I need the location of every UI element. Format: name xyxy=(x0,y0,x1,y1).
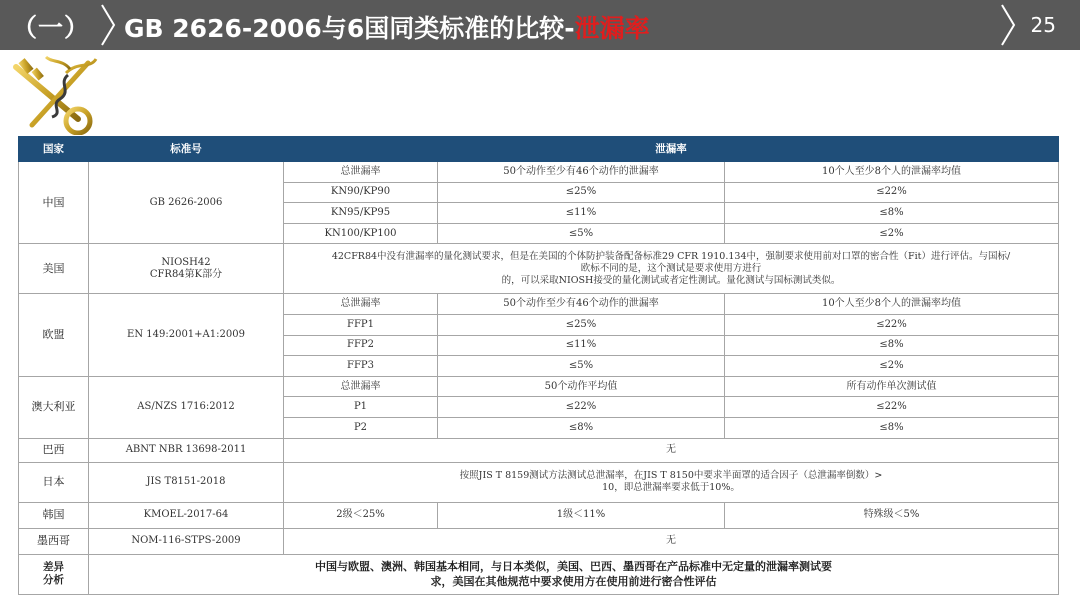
country-cell: 美国 xyxy=(19,244,89,294)
note-cell xyxy=(284,244,1059,294)
standard-cell: ABNT NBR 13698-2011 xyxy=(89,438,284,462)
table-header-row xyxy=(19,137,1059,162)
table-cell: ≤22% xyxy=(725,397,1059,418)
table-cell: KN100/KP100 xyxy=(284,223,438,244)
table-row xyxy=(19,162,1059,183)
note-cell xyxy=(284,462,1059,502)
table-cell: 50个动作至少有46个动作的泄漏率 xyxy=(438,294,725,315)
customs-emblem-icon xyxy=(8,55,100,135)
note-line: 42CFR84中没有泄漏率的量化测试要求，但是在美国的个体防护装备配备标准29 CFR 1910.134中，强制要求使用前对口罩的密合性（Fit）进行评估。与国标/ xyxy=(331,250,1011,262)
table-row xyxy=(19,462,1059,502)
table-cell: ≤22% xyxy=(438,397,725,418)
table-cell: 总泄漏率 xyxy=(284,162,438,183)
table-cell: ≤22% xyxy=(725,182,1059,203)
table-cell: 50个动作平均值 xyxy=(438,376,725,397)
country-cell: 澳大利亚 xyxy=(19,376,89,438)
table-cell: ≤8% xyxy=(438,417,725,438)
table-cell: 10个人至少8个人的泄漏率均值 xyxy=(725,294,1059,315)
difference-label-cell xyxy=(19,554,89,594)
table-row xyxy=(19,376,1059,397)
table-row xyxy=(19,294,1059,315)
value-cell: 无 xyxy=(284,438,1059,462)
header-standard: 标准号 xyxy=(89,137,284,162)
table-cell: ≤8% xyxy=(725,203,1059,224)
table-cell: 总泄漏率 xyxy=(284,376,438,397)
table-cell: ≤8% xyxy=(725,335,1059,356)
table-cell: ≤25% xyxy=(438,182,725,203)
table-cell: ≤2% xyxy=(725,356,1059,377)
standard-cell: KMOEL-2017-64 xyxy=(89,502,284,528)
table-cell: 总泄漏率 xyxy=(284,294,438,315)
header-country: 国家 xyxy=(19,137,89,162)
table-cell: P1 xyxy=(284,397,438,418)
table-cell: KN90/KP90 xyxy=(284,182,438,203)
table-cell: 2级＜25% xyxy=(284,502,438,528)
note-line: 按照JIS T 8159测试方法测试总泄漏率，在JIS T 8150中要求半面罩的适合因子（总泄漏率倒数）> xyxy=(459,470,883,482)
difference-text-line: 求，美国在其他规范中要求使用方在使用前进行密合性评估 xyxy=(430,575,717,589)
table-cell: 10个人至少8个人的泄漏率均值 xyxy=(725,162,1059,183)
table-cell: KN95/KP95 xyxy=(284,203,438,224)
table-row xyxy=(19,554,1059,594)
difference-text-cell xyxy=(89,554,1059,594)
chevron-right-icon xyxy=(998,3,1018,47)
comparison-table xyxy=(18,136,1059,595)
country-cell: 日本 xyxy=(19,462,89,502)
table-cell: ≤8% xyxy=(725,417,1059,438)
difference-label-line: 差异 xyxy=(43,561,64,574)
title-accent: 泄漏率 xyxy=(574,14,650,43)
standard-cell: NOM-116-STPS-2009 xyxy=(89,528,284,554)
table-row xyxy=(19,438,1059,462)
table-cell: ≤11% xyxy=(438,203,725,224)
table-cell: 50个动作至少有46个动作的泄漏率 xyxy=(438,162,725,183)
difference-text-line: 中国与欧盟、澳洲、韩国基本相同，与日本类似，美国、巴西、墨西哥在产品标准中无定量的泄漏率测试要 xyxy=(315,560,832,574)
standard-line: NIOSH42 xyxy=(161,256,211,268)
note-line: 的，可以采取NIOSH接受的量化测试或者定性测试。量化测试与国标测试类似。 xyxy=(501,274,841,286)
note-line: 欧标不同的是，这个测试是要求使用方进行 xyxy=(580,262,762,274)
standard-cell xyxy=(89,244,284,294)
standard-line: CFR84第K部分 xyxy=(149,268,223,280)
table-cell: ≤5% xyxy=(438,223,725,244)
table-cell: 1级＜11% xyxy=(438,502,725,528)
slide-header xyxy=(0,0,1080,50)
table-cell: ≤22% xyxy=(725,314,1059,335)
header-leakage: 泄漏率 xyxy=(284,137,1059,162)
table-row xyxy=(19,528,1059,554)
table-cell: P2 xyxy=(284,417,438,438)
table-row xyxy=(19,244,1059,294)
difference-label-line: 分析 xyxy=(43,574,64,587)
country-cell: 韩国 xyxy=(19,502,89,528)
table-cell: ≤11% xyxy=(438,335,725,356)
table-cell: 所有动作单次测试值 xyxy=(725,376,1059,397)
table-row xyxy=(19,502,1059,528)
standard-cell: EN 149:2001+A1:2009 xyxy=(89,294,284,376)
value-cell: 无 xyxy=(284,528,1059,554)
table-cell: FFP3 xyxy=(284,356,438,377)
table-cell: 特殊级＜5% xyxy=(725,502,1059,528)
slide-title: GB 2626-2006与6国同类标准的比较-泄漏率 xyxy=(124,14,650,43)
country-cell: 巴西 xyxy=(19,438,89,462)
table-cell: FFP1 xyxy=(284,314,438,335)
chevron-right-icon xyxy=(98,3,118,47)
standard-cell: JIS T8151-2018 xyxy=(89,462,284,502)
table-cell: ≤5% xyxy=(438,356,725,377)
table-cell: FFP2 xyxy=(284,335,438,356)
page-number: 25 xyxy=(1030,13,1056,37)
table-cell: ≤25% xyxy=(438,314,725,335)
country-cell: 墨西哥 xyxy=(19,528,89,554)
country-cell: 中国 xyxy=(19,162,89,244)
section-number: （一） xyxy=(12,13,91,42)
standard-cell: AS/NZS 1716:2012 xyxy=(89,376,284,438)
standard-cell: GB 2626-2006 xyxy=(89,162,284,244)
country-cell: 欧盟 xyxy=(19,294,89,376)
table-cell: ≤2% xyxy=(725,223,1059,244)
note-line: 10，即总泄漏率要求低于10%。 xyxy=(602,482,740,494)
